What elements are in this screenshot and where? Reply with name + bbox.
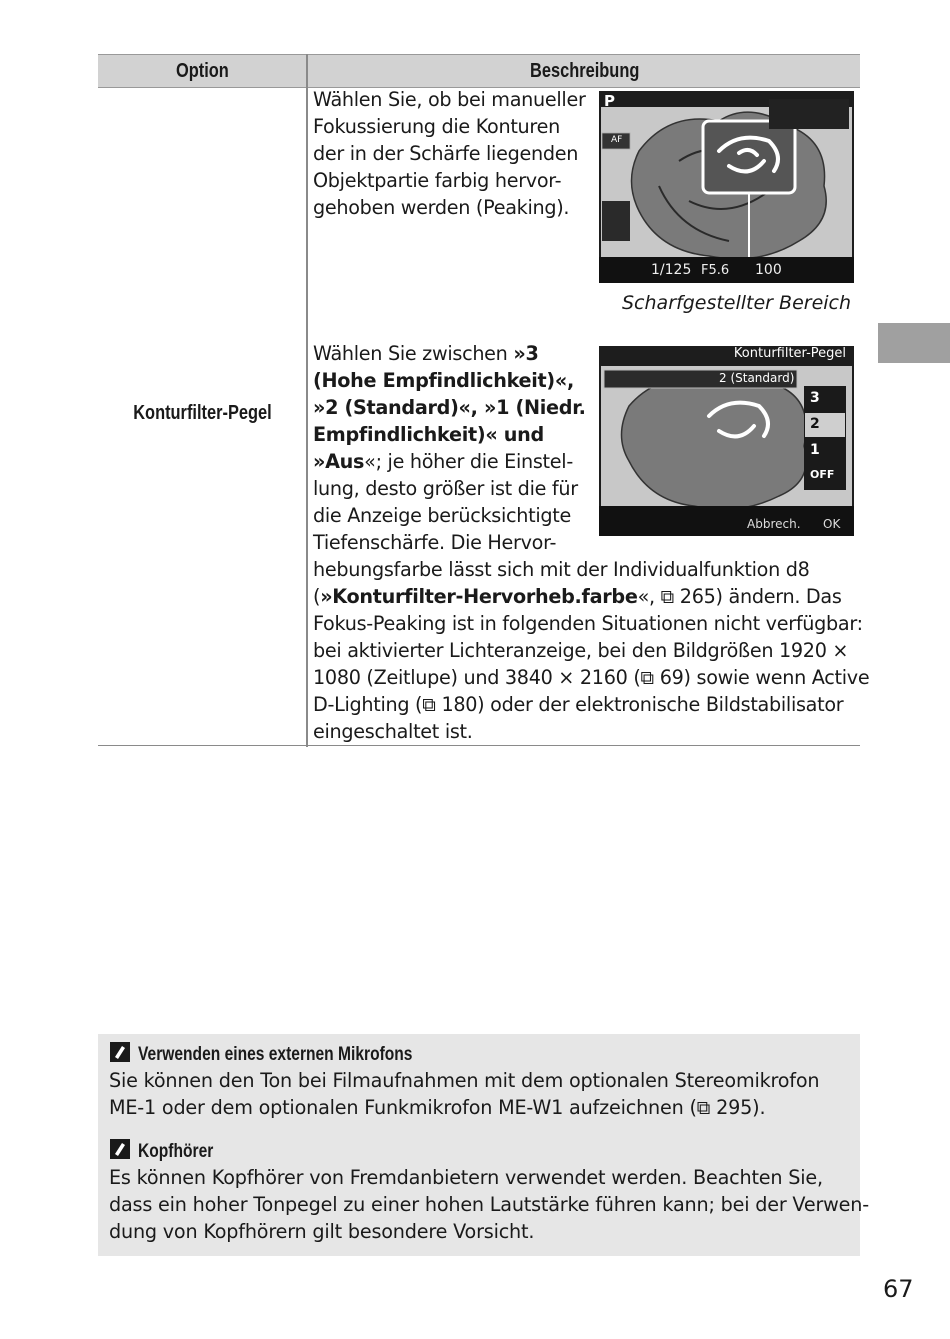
text-line: gehoben werden (Peaking).: [313, 196, 570, 219]
text-line: Fokussierung die Konturen: [313, 115, 560, 138]
text-line: dass ein hoher Tonpegel zu einer hohen Lautstärke führen kann; bei der Verwen-: [109, 1193, 869, 1216]
text-line: Objektpartie farbig hervor-: [313, 169, 562, 192]
table-header-description: [308, 54, 860, 88]
note-headphones-text: [109, 1164, 869, 1245]
mode-indicator: P: [604, 92, 615, 110]
focus-area-caption: Scharfgestellter Bereich: [622, 292, 852, 314]
chapter-tab-marker: [878, 323, 950, 363]
menu-title: Konturfilter-Pegel: [733, 346, 846, 361]
text-line: Empfindlichkeit)« und: [313, 423, 544, 446]
text-line: Wählen Sie, ob bei manueller: [313, 88, 586, 111]
text-line: Es können Kopfhörer von Fremdanbietern verwendet werden. Beachten Sie,: [109, 1166, 823, 1189]
note-headphones-title: Kopfhörer: [138, 1141, 214, 1162]
shutter-speed: 1/125: [651, 262, 692, 278]
af-indicator: AF: [611, 135, 623, 145]
note-microphone-text: [109, 1067, 819, 1121]
text-line: (Hohe Empfindlichkeit)«,: [313, 369, 574, 392]
peaking-menu-screen: [599, 346, 854, 536]
menu-option-1[interactable]: 1: [810, 442, 820, 458]
live-view-illustration: [599, 91, 854, 283]
description-paragraph-1: [313, 86, 586, 221]
note-pencil-icon: [110, 1139, 130, 1159]
option-name: Konturfilter-Pegel: [132, 402, 272, 424]
menu-selected-value: 2 (Standard): [719, 371, 795, 385]
ok-hint: OK: [823, 517, 841, 531]
iso-value: 100: [755, 262, 782, 278]
text-line: bei aktivierter Lichteranzeige, bei den Bildgrößen 1920 ×: [313, 639, 849, 662]
text-line: Fokus-Peaking ist in folgenden Situationen nicht verfügbar:: [313, 612, 863, 635]
text-line: D-Lighting (⧉ 180) oder der elektronische Bildstabilisator: [313, 693, 844, 716]
live-view-screen: [599, 91, 854, 283]
table-header-option: [98, 54, 306, 88]
text-line: »2 (Standard)«, »1 (Niedr.: [313, 396, 586, 419]
header-option-label: Option: [176, 60, 229, 82]
column-divider: [306, 54, 308, 747]
header-description-label: Beschreibung: [530, 60, 640, 82]
text-line: die Anzeige berücksichtigte: [313, 504, 571, 527]
text-line: lung, desto größer ist die für: [313, 477, 578, 500]
text-line: Wählen Sie zwischen »3: [313, 342, 539, 365]
note-microphone-title: Verwenden eines externen Mikrofons: [138, 1044, 413, 1065]
text-line: Sie können den Ton bei Filmaufnahmen mit dem optionalen Stereomikrofon: [109, 1069, 820, 1092]
menu-option-3[interactable]: 3: [810, 390, 820, 406]
text-line: der in der Schärfe liegenden: [313, 142, 579, 165]
table-bottom-rule: [98, 745, 860, 746]
text-line: eingeschaltet ist.: [313, 720, 473, 743]
text-line: »Aus«; je höher die Einstel-: [313, 450, 573, 473]
menu-option-2[interactable]: 2: [810, 416, 820, 432]
text-line: Tiefenschärfe. Die Hervor-: [313, 531, 557, 554]
note-pencil-icon: [110, 1042, 130, 1062]
text-line: hebungsfarbe lässt sich mit der Individualfunktion d8: [313, 558, 810, 581]
text-line: dung von Kopfhörern gilt besondere Vorsicht.: [109, 1220, 535, 1243]
menu-option-off[interactable]: OFF: [810, 468, 835, 481]
cancel-hint: Abbrech.: [747, 517, 801, 531]
text-line: (»Konturfilter-Hervorheb.farbe«, ⧉ 265) ändern. Das: [313, 585, 842, 608]
text-line: ME-1 oder dem optionalen Funkmikrofon ME-W1 aufzeichnen (⧉ 295).: [109, 1096, 766, 1119]
page-number: 67: [883, 1275, 914, 1303]
text-line: 1080 (Zeitlupe) und 3840 × 2160 (⧉ 69) sowie wenn Active: [313, 666, 870, 689]
aperture: F5.6: [701, 263, 730, 278]
